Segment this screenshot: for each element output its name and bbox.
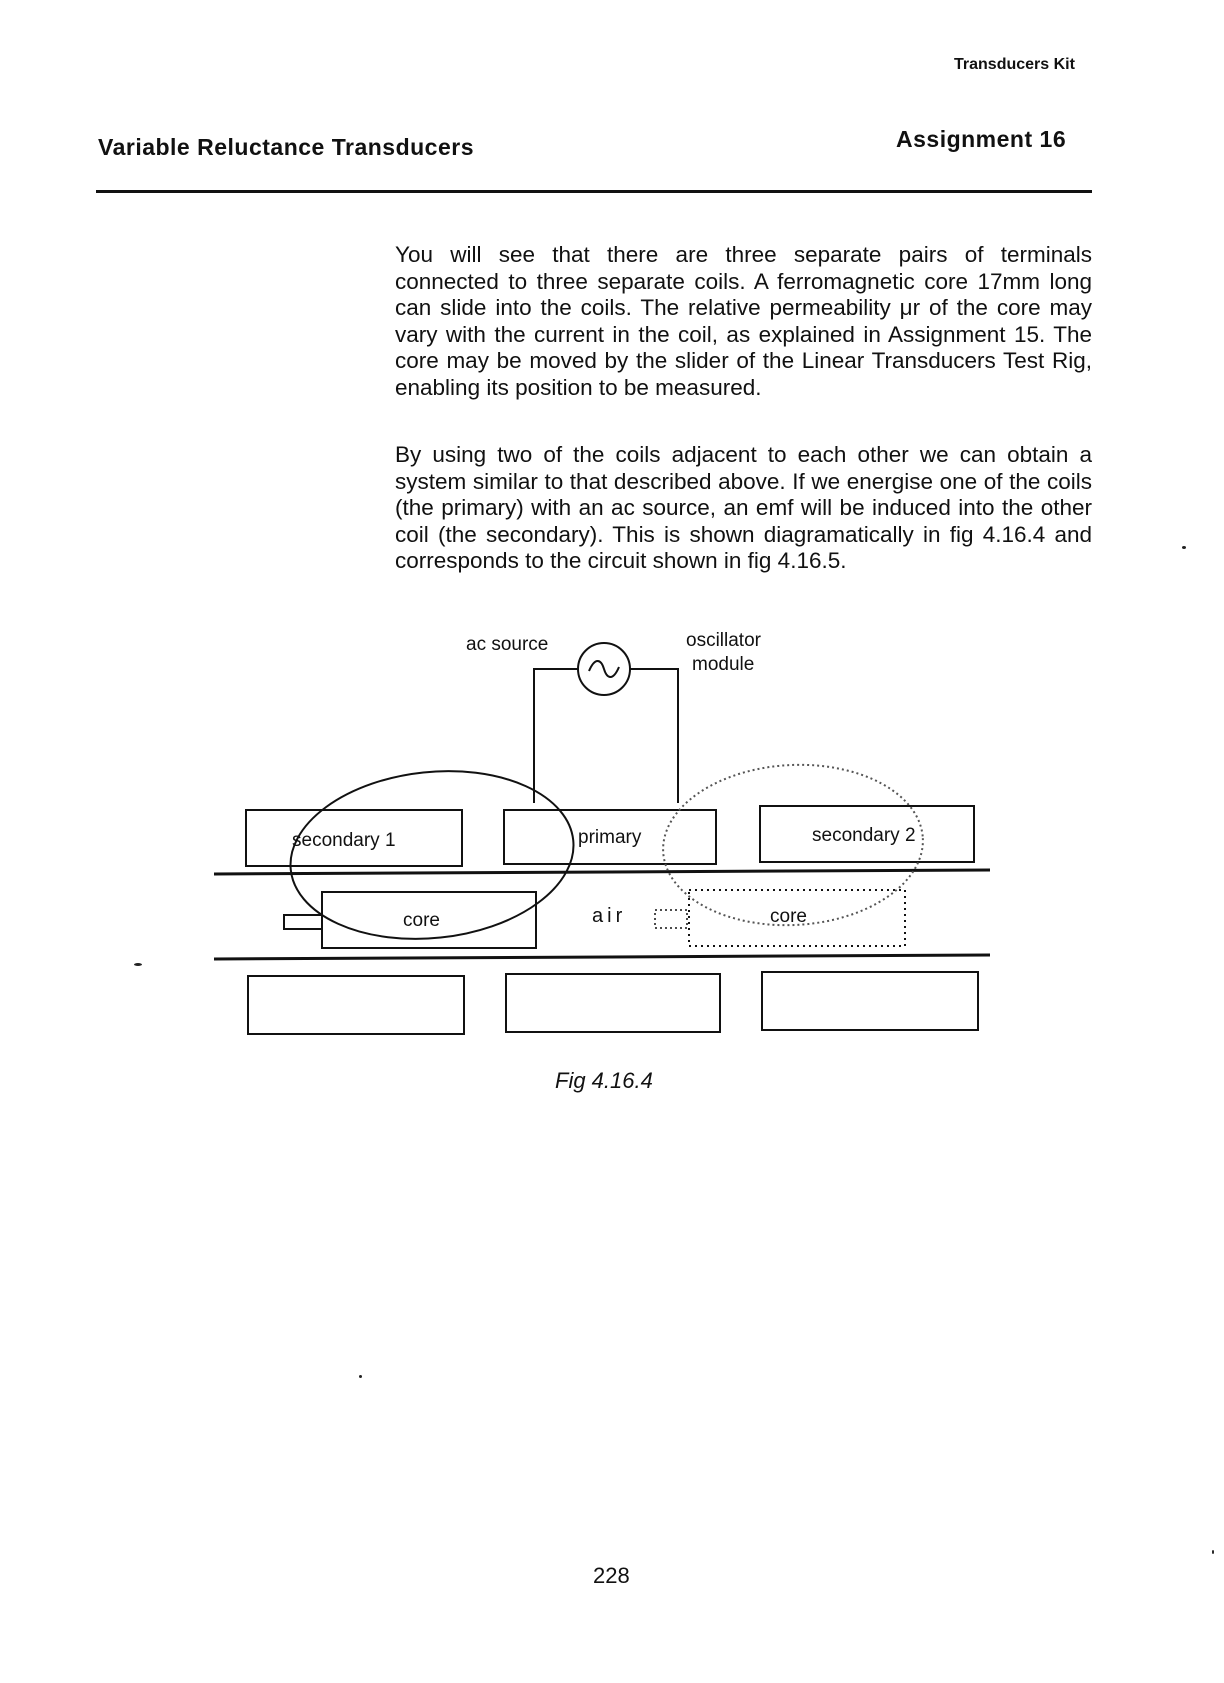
secondary2-coil-lower (762, 972, 978, 1030)
oscillator-circuit (534, 643, 678, 803)
sine-wave-icon (589, 661, 619, 677)
air-gap-marker (655, 910, 687, 928)
circuit-wire (534, 669, 578, 803)
scan-speck (359, 1375, 362, 1378)
figure-caption: Fig 4.16.4 (555, 1068, 653, 1093)
tube-top-wall (214, 870, 990, 874)
scan-speck (1182, 546, 1186, 549)
ac-source-label: ac source (466, 634, 549, 655)
page-number: 228 (593, 1563, 630, 1588)
secondary1-coil-lower (248, 976, 464, 1034)
primary-label: primary (578, 827, 642, 848)
core-right-label: core (770, 906, 807, 927)
chapter-title: Variable Reluctance Transducers (98, 134, 475, 160)
core-left-label: core (403, 910, 440, 931)
header-kit-label: Transducers Kit (954, 56, 1075, 73)
paragraph-terminals: You will see that there are three separate pairs of terminals connected to three separate coils. A ferromagnetic core 17mm long can slide into the coils. The relative permeability μr of the core may vary with the current in the coil, as explained in Assignment 15. The core may be moved by the slider of the Linear Transducers Test Rig, enabling its position to be measured. (395, 242, 1092, 400)
slider-stub (284, 915, 322, 929)
secondary1-label: secondary 1 (292, 830, 396, 851)
air-label: air (592, 905, 627, 927)
scan-speck (134, 963, 142, 966)
module-label: module (692, 654, 755, 675)
secondary2-label: secondary 2 (812, 825, 916, 846)
oscillator-label: oscillator (686, 630, 761, 651)
tube-bottom-wall (214, 955, 990, 959)
scan-speck (1212, 1550, 1214, 1554)
primary-coil-lower (506, 974, 720, 1032)
paragraph-coils: By using two of the coils adjacent to each other we can obtain a system similar to that described above. If we energise one of the coils (the primary) with an ac source, an emf will be induced into the other coil (the secondary). This is shown diagramatically in fig 4.16.4 and corresponds to the circuit shown in fig 4.16.5. (395, 442, 1092, 573)
circuit-wire-right (630, 669, 678, 803)
assignment-number: Assignment 16 (896, 126, 1067, 152)
